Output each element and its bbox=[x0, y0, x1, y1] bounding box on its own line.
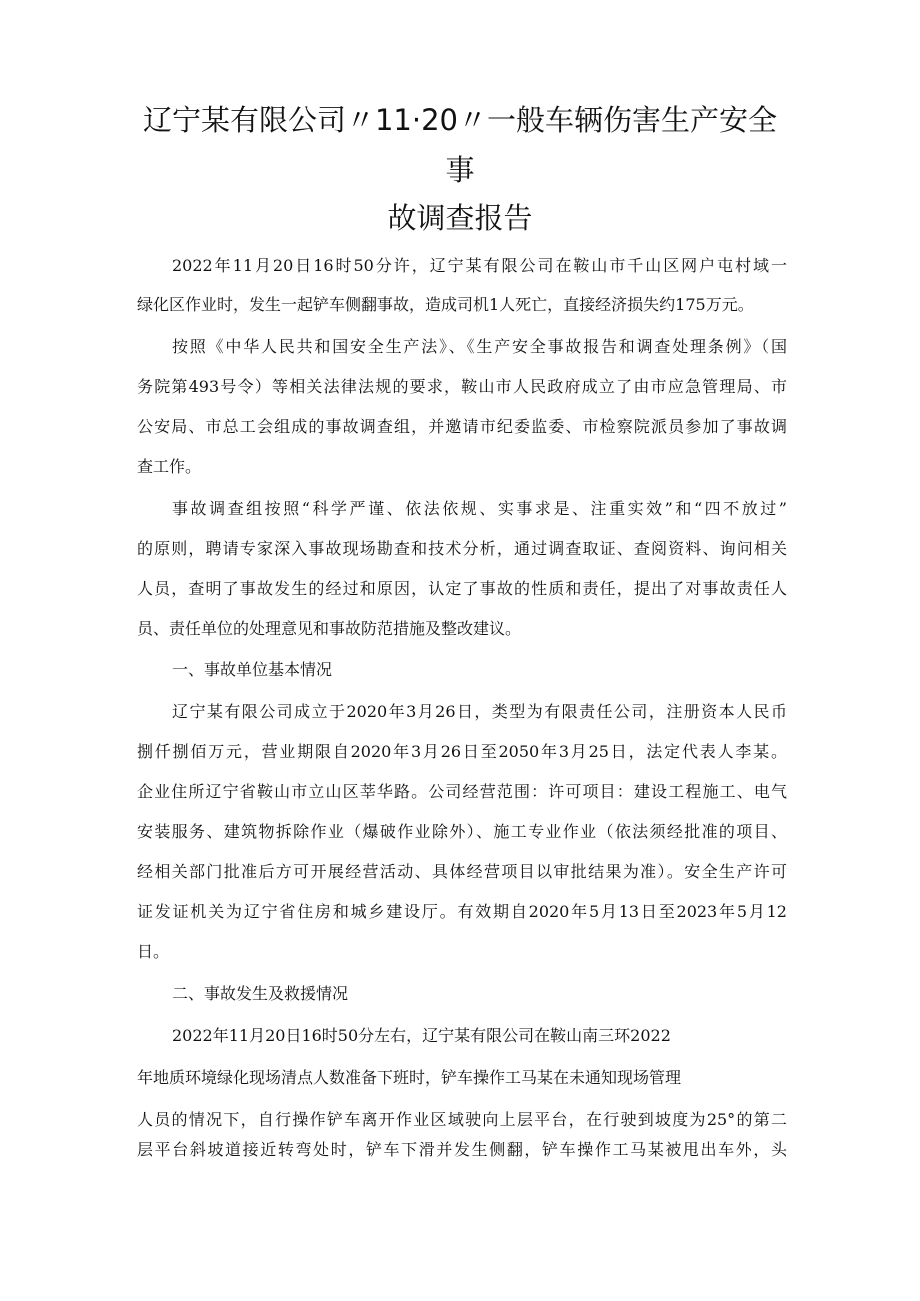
paragraph-line: 事故调查组按照“科学严谨、依法依规、实事求是、注重实效”和“四不放过” bbox=[172, 499, 787, 518]
paragraph-line: 安装服务、建筑物拆除作业（爆破作业除外）、施工专业作业（依法须经批准的项目、 bbox=[137, 822, 787, 841]
paragraph-line: 证发证机关为辽宁省住房和城乡建设厅。有效期自2020年5月13日至2023年5月12 bbox=[137, 902, 787, 921]
paragraph-line: 经相关部门批准后方可开展经营活动、具体经营项目以审批结果为准）。安全生产许可 bbox=[137, 862, 787, 881]
paragraph-line: 人员的情况下，自行操作铲车离开作业区域驶向上层平台，在行驶到坡度为25°的第二 bbox=[137, 1110, 787, 1129]
paragraph-line: 年地质环境绿化现场清点人数准备下班时，铲车操作工马某在未通知现场管理 bbox=[137, 1068, 682, 1087]
title-line-2: 事 bbox=[445, 153, 475, 187]
paragraph-line: 务院第493号令）等相关法律法规的要求，鞍山市人民政府成立了由市应急管理局、市 bbox=[137, 377, 787, 396]
paragraph-line: 层平台斜坡道接近转弯处时，铲车下滑并发生侧翻，铲车操作工马某被甩出车外，头 bbox=[137, 1140, 787, 1159]
paragraph-line: 员、责任单位的处理意见和事故防范措施及整改建议。 bbox=[137, 619, 522, 638]
paragraph-line: 日。 bbox=[137, 942, 170, 961]
paragraph-line: 查工作。 bbox=[137, 457, 202, 476]
section-heading: 二、事故发生及救援情况 bbox=[172, 984, 349, 1003]
paragraph-line: 捌仟捌佰万元，营业期限自2020年3月26日至2050年3月25日，法定代表人李某。 bbox=[137, 742, 787, 761]
paragraph-line: 的原则，聘请专家深入事故现场勘查和技术分析，通过调查取证、查阅资料、询问相关 bbox=[137, 539, 787, 558]
paragraph-line: 人员，查明了事故发生的经过和原因，认定了事故的性质和责任，提出了对事故责任人 bbox=[137, 579, 787, 598]
paragraph-line: 2022年11月20日16时50分许，辽宁某有限公司在鞍山市千山区网户屯村域一 bbox=[172, 256, 787, 275]
title-line-1: 辽宁某有限公司〃11·20〃一般车辆伤害生产安全 bbox=[142, 103, 778, 137]
paragraph-line: 企业住所辽宁省鞍山市立山区莘华路。公司经营范围：许可项目：建设工程施工、电气 bbox=[137, 782, 787, 801]
paragraph-line: 绿化区作业时，发生一起铲车侧翻事故，造成司机1人死亡，直接经济损失约175万元。 bbox=[137, 295, 754, 314]
paragraph-line: 公安局、市总工会组成的事故调查组，并邀请市纪委监委、市检察院派员参加了事故调 bbox=[137, 417, 787, 436]
paragraph-line: 按照《中华人民共和国安全生产法》、《生产安全事故报告和调查处理条例》（国 bbox=[172, 337, 787, 356]
paragraph-line: 辽宁某有限公司成立于2020年3月26日，类型为有限责任公司，注册资本人民币 bbox=[172, 702, 787, 721]
paragraph-line: 2022年11月20日16时50分左右，辽宁某有限公司在鞍山南三环2022 bbox=[172, 1026, 671, 1045]
section-heading: 一、事故单位基本情况 bbox=[172, 660, 333, 679]
title-line-3: 故调查报告 bbox=[387, 201, 533, 235]
